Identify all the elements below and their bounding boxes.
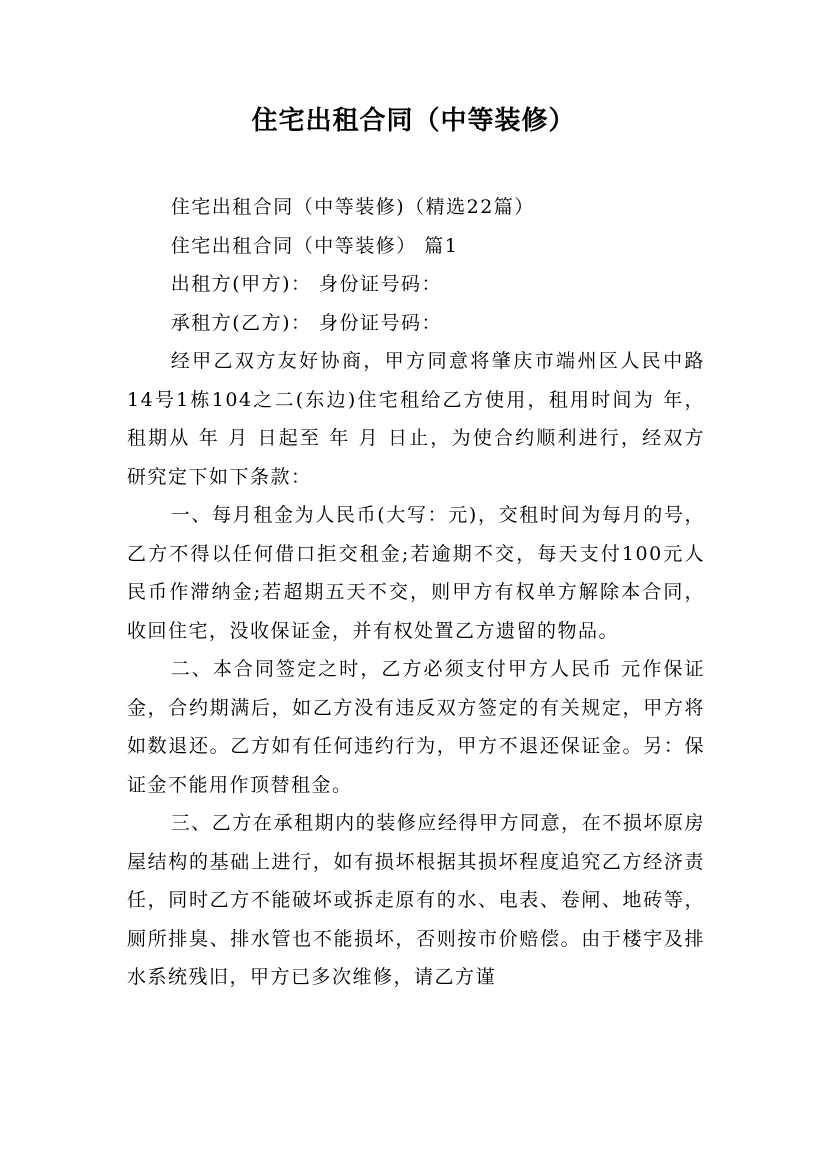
- paragraph-clause-1: 一、每月租金为人民币(大写：元)，交租时间为每月的号，乙方不得以任何借口拒交租金;若逾期不交，每天支付100元人民币作滞纳金;若超期五天不交，则甲方有权单方解除本合同，收回住宅，没收保证金，并有权处置乙方遗留的物品。: [127, 504, 705, 642]
- document-body: [127, 188, 705, 997]
- paragraph-lessee: 承租方(乙方)： 身份证号码：: [170, 311, 443, 334]
- paragraph-lessor: 出租方(甲方)： 身份证号码：: [170, 273, 443, 295]
- document-title: 住宅出租合同（中等装修）: [251, 106, 576, 136]
- paragraph-clause-2: 二、本合同签定之时，乙方必须支付甲方人民币 元作保证金，合约期满后，如乙方没有违反双方签定的有关规定，甲方将如数退还。乙方如有任何违约行为，甲方不退还保证金。另：保证金不能用作顶替租金。: [127, 658, 705, 796]
- paragraph-intro: 经甲乙双方友好协商，甲方同意将肇庆市端州区人民中路14号1栋104之二(东边)住宅租给乙方使用，租用时间为 年，租期从 年 月 日起至 年 月 日止，为使合约顺利进行，经双方研究定下如下条款：: [127, 350, 705, 488]
- paragraph-selection-heading: 住宅出租合同（中等装修)（精选22篇）: [170, 196, 535, 218]
- paragraph-clause-3: 三、乙方在承租期内的装修应经得甲方同意，在不损坏原房屋结构的基础上进行，如有损坏根据其损坏程度追究乙方经济责任，同时乙方不能破坏或拆走原有的水、电表、卷闸、地砖等，厕所排臭、排水管也不能损坏，否则按市价赔偿。由于楼宇及排水系统残旧，甲方已多次维修，请乙方谨: [127, 812, 705, 988]
- paragraph-article-heading: 住宅出租合同（中等装修） 篇1: [170, 234, 459, 257]
